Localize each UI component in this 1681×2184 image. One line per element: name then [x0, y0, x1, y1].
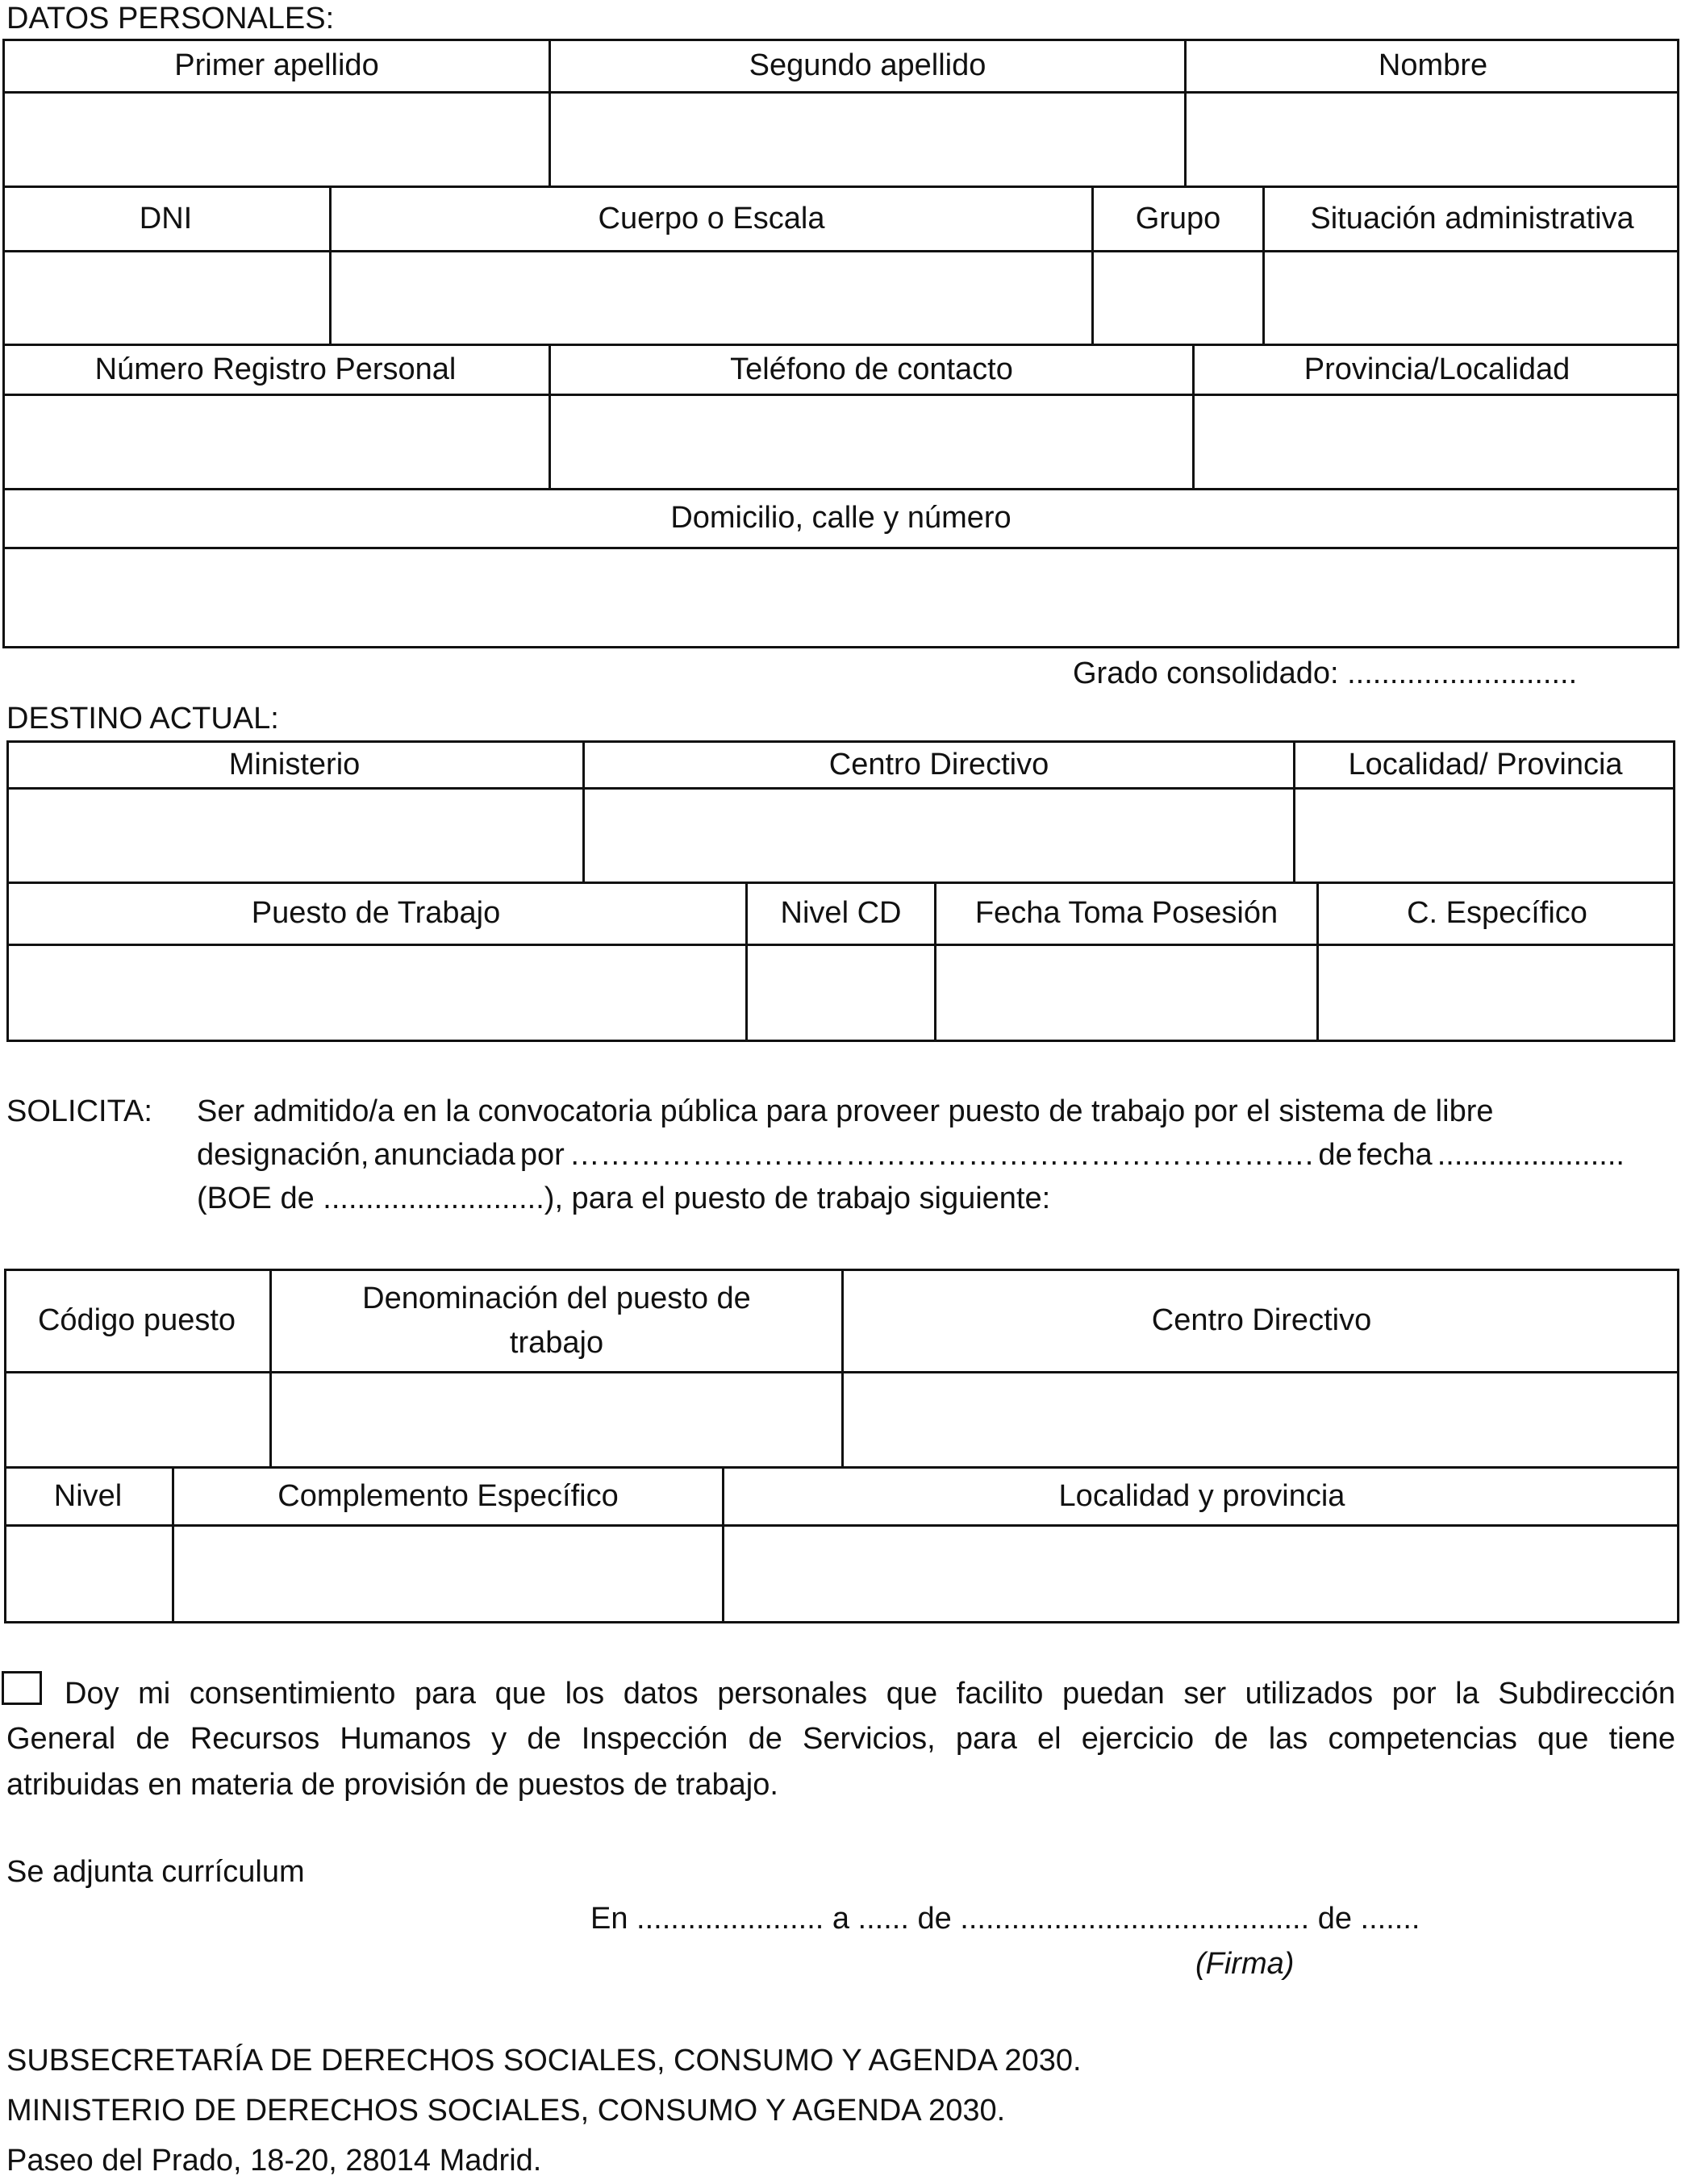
consent-line-1 — [65, 1671, 1675, 1716]
grupo-field[interactable] — [1094, 252, 1262, 344]
solicita-line-1: Ser admitido/a en la convocatoria pública para proveer puesto de trabajo por el sistema de libre — [197, 1094, 1494, 1128]
footer-direccion: Paseo del Prado, 18-20, 28014 Madrid. — [6, 2144, 542, 2178]
localidad-provincia-field[interactable] — [1295, 790, 1673, 882]
consent-checkbox[interactable] — [2, 1671, 42, 1705]
complemento-especifico-label: Complemento Específico — [277, 1478, 619, 1513]
c-especifico-field[interactable] — [1319, 946, 1673, 1040]
centro-directivo-label: Centro Directivo — [828, 747, 1049, 781]
cuerpo-escala-field[interactable] — [332, 252, 1091, 344]
grupo-label: Grupo — [1135, 201, 1221, 235]
fecha-toma-posesion-field[interactable] — [936, 946, 1316, 1040]
footer-ministerio: MINISTERIO DE DERECHOS SOCIALES, CONSUMO Y AGENDA 2030. — [6, 2094, 1006, 2128]
nrp-field[interactable] — [5, 396, 549, 488]
solicita-line-2-word: de — [1318, 1138, 1353, 1172]
consent-line-2-text: General de Recursos Humanos y de Inspección de Servicios, para el ejercicio de las competencias que tiene — [6, 1722, 1675, 1756]
nivel-field[interactable] — [6, 1527, 172, 1621]
firma-label: (Firma) — [1195, 1947, 1295, 1981]
consent-line-1-text: Doy mi consentimiento para que los datos personales que facilito puedan ser utilizados por la Subdirección — [65, 1677, 1675, 1711]
solicita-line-2-word: fecha — [1357, 1138, 1433, 1172]
denominacion-puesto-field[interactable] — [272, 1373, 841, 1466]
anuncio-dots: ………………………………………………………………. — [569, 1138, 1314, 1172]
primer-apellido-label: Primer apellido — [174, 48, 379, 82]
solicita-line-2 — [197, 1140, 1625, 1172]
lugar-fecha: En ...................... a ...... de ......................................... de ....... — [590, 1902, 1420, 1936]
fecha-toma-posesion-label: Fecha Toma Posesión — [974, 896, 1278, 931]
domicilio-field[interactable] — [5, 549, 1677, 646]
c-especifico-label: C. Específico — [1407, 896, 1587, 931]
segundo-apellido-label: Segundo apellido — [749, 48, 986, 82]
dni-field[interactable] — [5, 252, 329, 344]
localidad-provincia-solicitado-field[interactable] — [724, 1527, 1677, 1621]
centro-directivo-field[interactable] — [585, 790, 1293, 882]
provincia-localidad-field[interactable] — [1195, 396, 1677, 488]
telefono-field[interactable] — [551, 396, 1192, 488]
fecha-dots: ...................... — [1437, 1138, 1625, 1172]
solicita-line-2-word: designación, — [197, 1138, 369, 1172]
solicita-line-2-word: anunciada — [373, 1138, 515, 1172]
ministerio-label: Ministerio — [228, 747, 361, 781]
provincia-localidad-label: Provincia/Localidad — [1304, 352, 1570, 386]
domicilio-label: Domicilio, calle y número — [670, 501, 1012, 536]
centro-directivo-solicitado-field[interactable] — [844, 1373, 1677, 1466]
denominacion-puesto-label: Denominación del puesto de trabajo — [362, 1281, 751, 1360]
cuerpo-escala-label: Cuerpo o Escala — [598, 201, 825, 235]
ministerio-field[interactable] — [9, 790, 582, 882]
datos-personales-heading: DATOS PERSONALES: — [6, 2, 335, 35]
complemento-especifico-field[interactable] — [174, 1527, 722, 1621]
localidad-provincia-label: Localidad/ Provincia — [1348, 747, 1623, 781]
segundo-apellido-field[interactable] — [551, 94, 1184, 185]
dni-label: DNI — [139, 201, 193, 235]
solicita-line-3: (BOE de ..........................), para el puesto de trabajo siguiente: — [197, 1182, 1051, 1215]
solicita-line-2-word: por — [519, 1138, 565, 1172]
situacion-administrativa-label: Situación administrativa — [1310, 201, 1634, 235]
grado-consolidado: Grado consolidado: ........................... — [1073, 656, 1578, 690]
puesto-trabajo-field[interactable] — [9, 946, 745, 1040]
destino-actual-heading: DESTINO ACTUAL: — [6, 702, 279, 736]
consent-line-2 — [6, 1716, 1675, 1761]
footer-subsecretaria: SUBSECRETARÍA DE DERECHOS SOCIALES, CONSUMO Y AGENDA 2030. — [6, 2044, 1082, 2078]
nivel-label: Nivel — [53, 1478, 123, 1513]
centro-directivo-solicitado-label: Centro Directivo — [1151, 1303, 1372, 1338]
puesto-trabajo-label: Puesto de Trabajo — [251, 896, 501, 931]
consent-line-3: atribuidas en materia de provisión de puestos de trabajo. — [6, 1768, 778, 1802]
nrp-label: Número Registro Personal — [94, 352, 457, 386]
localidad-provincia-solicitado-label: Localidad y provincia — [1058, 1478, 1345, 1513]
adjunta-curriculum: Se adjunta currículum — [6, 1855, 305, 1889]
primer-apellido-field[interactable] — [5, 94, 549, 185]
nombre-field[interactable] — [1187, 94, 1677, 185]
nivel-cd-label: Nivel CD — [780, 896, 902, 931]
nombre-label: Nombre — [1378, 48, 1488, 82]
nivel-cd-field[interactable] — [748, 946, 934, 1040]
solicita-label: SOLICITA: — [6, 1094, 152, 1128]
codigo-puesto-label: Código puesto — [37, 1303, 236, 1338]
codigo-puesto-field[interactable] — [6, 1373, 269, 1466]
situacion-administrativa-field[interactable] — [1265, 252, 1677, 344]
telefono-label: Teléfono de contacto — [730, 352, 1013, 386]
